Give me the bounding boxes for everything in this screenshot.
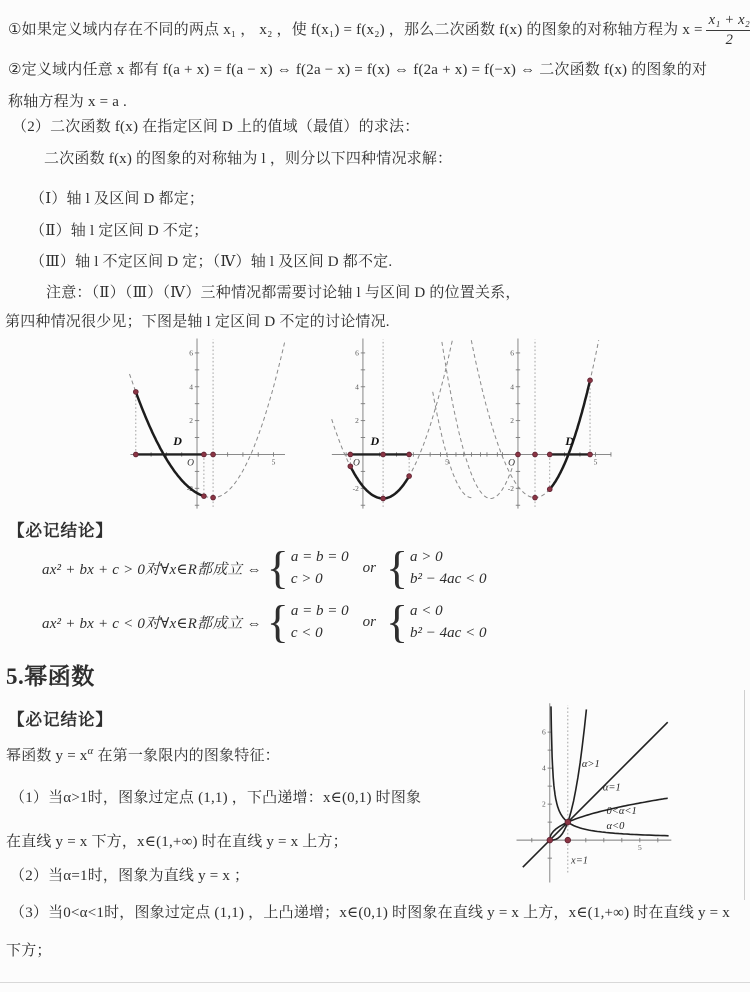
method-note: 注意：（Ⅱ）（Ⅲ）（Ⅳ）三种情况都需要讨论轴 l 与区间 D 的位置关系， bbox=[46, 285, 521, 301]
svg-text:-2: -2 bbox=[186, 483, 194, 493]
svg-text:5: 5 bbox=[445, 457, 449, 467]
left-brace-icon bbox=[386, 599, 408, 645]
case-group-1 bbox=[291, 600, 349, 645]
svg-text:α<0: α<0 bbox=[606, 820, 625, 832]
parabola-plot-interval-right bbox=[440, 336, 690, 512]
svg-text:5: 5 bbox=[637, 843, 642, 853]
svg-text:5: 5 bbox=[593, 457, 598, 467]
inequality-positive-lhs: ax² + bx + c > 0对∀x∈R都成立 ⇔ bbox=[42, 561, 262, 578]
power-item-3a: （3）当0<α<1时，图象过定点 (1,1) ，上凸递增；x∈(0,1) 时图象在直线 y = x 上方，x∈(1,+∞) 时在直线 y = x bbox=[10, 905, 730, 921]
svg-text:D: D bbox=[173, 434, 182, 449]
svg-text:4: 4 bbox=[542, 763, 546, 773]
method-sub: 二次函数 f(x) 的图象的对称轴为 l ，则分以下四种情况求解： bbox=[44, 151, 453, 167]
svg-text:5: 5 bbox=[271, 457, 276, 467]
power-item-1b: 在直线 y = x 下方，x∈(1,+∞) 时在直线 y = x 上方； bbox=[6, 834, 348, 850]
method-case-2: （Ⅱ）轴 l 定区间 D 不定； bbox=[30, 223, 209, 239]
power-item-2: （2）当α=1时，图象为直线 y = x ； bbox=[10, 868, 250, 884]
case-line: b² − 4ac < 0 bbox=[410, 625, 487, 641]
svg-text:O: O bbox=[508, 458, 515, 469]
svg-text:-2: -2 bbox=[352, 483, 359, 493]
case-line: a = b = 0 bbox=[290, 548, 349, 565]
svg-text:6: 6 bbox=[355, 348, 359, 358]
power-intro-pre: 幂函数 y = x bbox=[6, 748, 88, 764]
case-line: a < 0 bbox=[410, 602, 443, 619]
left-brace-icon bbox=[267, 545, 289, 591]
scan-edge-line bbox=[744, 690, 745, 900]
svg-text:x=1: x=1 bbox=[571, 855, 589, 867]
method-heading: （2）二次函数 f(x) 在指定区间 D 上的值域（最值）的求法： bbox=[12, 119, 420, 135]
svg-text:4: 4 bbox=[189, 382, 194, 392]
case-line: c > 0 bbox=[290, 571, 323, 587]
section-5-title: 5.幂函数 bbox=[6, 664, 95, 689]
power-item-3b: 下方； bbox=[6, 943, 52, 959]
svg-text:4: 4 bbox=[510, 382, 514, 392]
conclusion-title-2: 【必记结论】 bbox=[8, 710, 113, 729]
svg-text:2: 2 bbox=[189, 416, 194, 426]
intro-line-2: ②定义域内任意 x 都有 f(a + x) = f(a − x) ⇔ f(2a − x) = f(x) ⇔ f(2a + x) = f(−x) ⇔ 二次函数 f(x) 的图象的对 bbox=[8, 62, 708, 78]
case-line: c < 0 bbox=[290, 625, 323, 641]
svg-text:D: D bbox=[370, 434, 380, 449]
method-case-1: （Ⅰ）轴 l 及区间 D 都定； bbox=[30, 191, 205, 207]
power-item-1a: （1）当α>1时，图象过定点 (1,1) ，下凸递增：x∈(0,1) 时图象 bbox=[10, 790, 422, 806]
inequality-negative bbox=[42, 599, 486, 645]
method-case-3-4: （Ⅲ）轴 l 不定区间 D 定；（Ⅳ）轴 l 及区间 D 都不定. bbox=[30, 254, 393, 270]
case-group-1 bbox=[291, 546, 349, 591]
intro-line-3: 称轴方程为 x = a . bbox=[8, 94, 127, 110]
case-group-2 bbox=[410, 546, 486, 591]
svg-text:0<α<1: 0<α<1 bbox=[606, 806, 637, 818]
method-note-2: 第四种情况很少见；下图是轴 l 定区间 D 不定的讨论情况. bbox=[5, 314, 390, 330]
symmetry-axis-fraction bbox=[706, 12, 750, 48]
svg-text:D: D bbox=[565, 434, 574, 449]
svg-text:2: 2 bbox=[542, 799, 546, 809]
fraction-numerator: x₁ + x₂ bbox=[706, 12, 750, 31]
page-bottom-edge bbox=[0, 982, 750, 983]
svg-text:6: 6 bbox=[510, 348, 514, 358]
case-line: b² − 4ac < 0 bbox=[410, 571, 487, 587]
left-brace-icon bbox=[386, 545, 408, 591]
svg-text:-2: -2 bbox=[507, 483, 514, 493]
inequality-positive bbox=[42, 545, 486, 591]
or-connector: or bbox=[362, 613, 376, 630]
fraction-denominator: 2 bbox=[725, 31, 734, 48]
svg-text:O: O bbox=[187, 458, 195, 469]
svg-text:6: 6 bbox=[542, 727, 546, 737]
conclusion-title-1: 【必记结论】 bbox=[8, 521, 113, 540]
left-brace-icon bbox=[267, 599, 289, 645]
svg-text:O: O bbox=[353, 458, 360, 469]
case-line: a = b = 0 bbox=[290, 602, 349, 619]
svg-text:2: 2 bbox=[510, 416, 514, 426]
svg-text:6: 6 bbox=[189, 348, 194, 358]
power-intro-post: 在第一象限内的图象特征： bbox=[93, 748, 280, 764]
svg-text:α=1: α=1 bbox=[602, 782, 621, 794]
svg-text:2: 2 bbox=[355, 416, 359, 426]
svg-text:4: 4 bbox=[355, 382, 359, 392]
intro-line-1-text: ①如果定义域内存在不同的两点 x₁ ， x₂ ，使 f(x₁) = f(x₂) ，那么二次函数 f(x) 的图象的对称轴方程为 x = bbox=[8, 22, 703, 39]
intro-line-1 bbox=[8, 12, 750, 48]
power-exponent: α bbox=[87, 745, 94, 757]
or-connector: or bbox=[362, 559, 376, 576]
inequality-negative-lhs: ax² + bx + c < 0对∀x∈R都成立 ⇔ bbox=[42, 615, 262, 632]
svg-text:α>1: α>1 bbox=[581, 759, 600, 771]
parabola-plot-interval-left bbox=[128, 336, 328, 512]
case-group-2 bbox=[410, 600, 486, 645]
power-function-plot bbox=[503, 697, 750, 890]
power-intro bbox=[6, 744, 280, 766]
case-line: a > 0 bbox=[410, 548, 443, 565]
